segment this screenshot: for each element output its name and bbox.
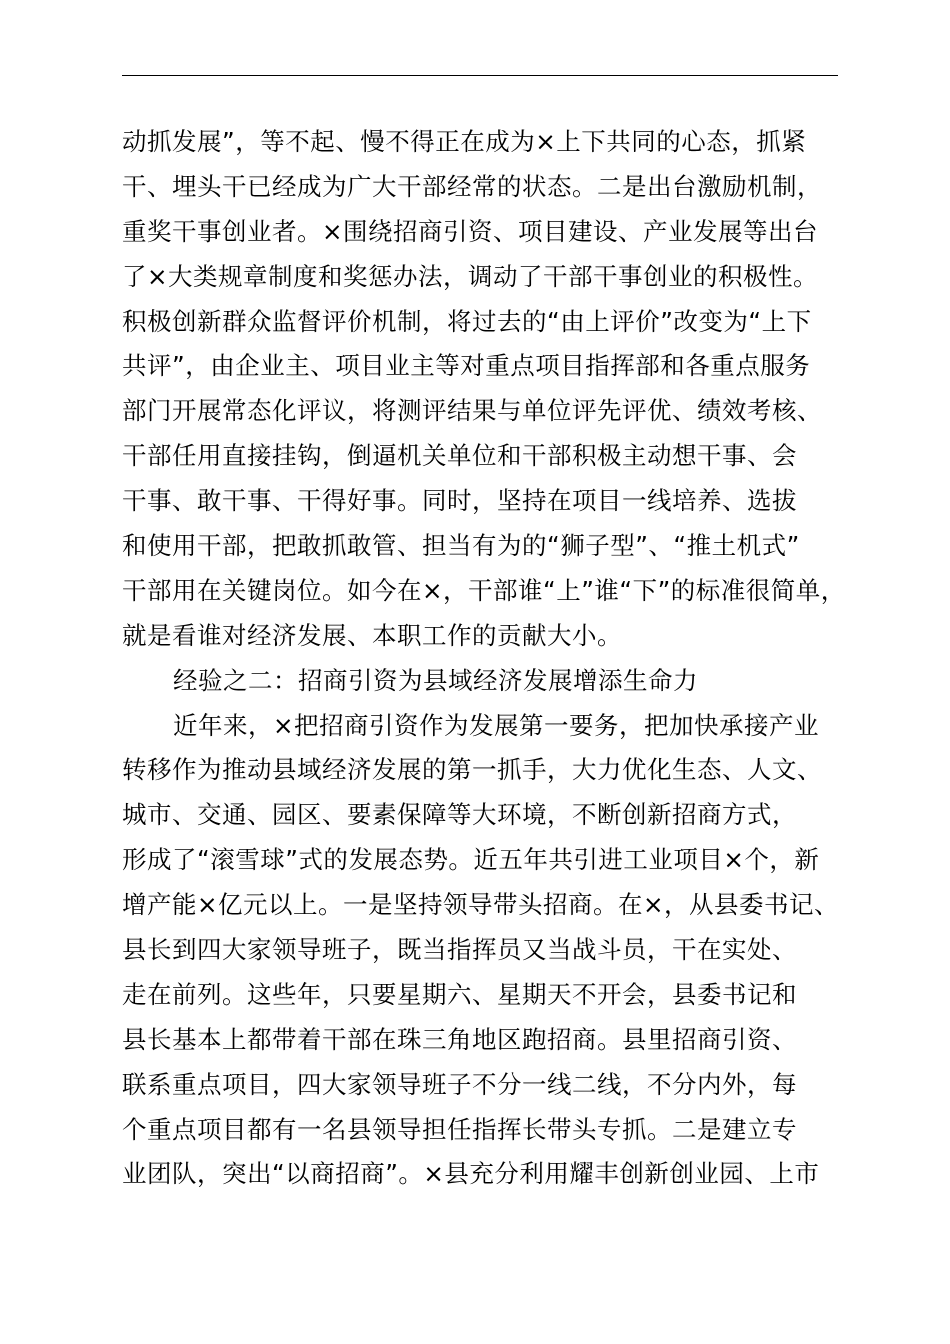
text-line: 和使用干部，把敢抓敢管、担当有为的“狮子型”、“推土机式” [122, 531, 800, 561]
paragraph-first-line: 近年来，×把招商引资作为发展第一要务，把加快承接产业 [173, 710, 820, 740]
text-line: 干部任用直接挂钩，倒逼机关单位和干部积极主动想干事、会 [122, 441, 797, 471]
text-line: 共评”，由企业主、项目业主等对重点项目指挥部和各重点服务 [122, 351, 811, 381]
text-line: 走在前列。这些年，只要星期六、星期天不开会，县委书记和 [122, 979, 797, 1009]
text-line: 形成了“滚雪球”式的发展态势。近五年共引进工业项目×个，新 [122, 845, 820, 875]
text-line: 重奖干事创业者。×围绕招商引资、项目建设、产业发展等出台 [122, 216, 819, 246]
text-line: 县长基本上都带着干部在珠三角地区跑招商。县里招商引资、 [122, 1024, 797, 1054]
text-line: 增产能×亿元以上。一是坚持领导带头招商。在×，从县委书记、 [122, 890, 840, 920]
text-line: 干、埋头干已经成为广大干部经常的状态。二是出台激励机制， [122, 171, 822, 201]
header-rule [122, 75, 838, 76]
text-line: 干事、敢干事、干得好事。同时，坚持在项目一线培养、选拔 [122, 486, 797, 516]
text-line: 转移作为推动县域经济发展的第一抓手，大力优化生态、人文、 [122, 755, 822, 785]
text-line: 干部用在关键岗位。如今在×，干部谁“上”谁“下”的标准很简单， [122, 575, 846, 605]
text-line: 部门开展常态化评议，将测评结果与单位评先评优、绩效考核、 [122, 396, 822, 426]
text-line: 城市、交通、园区、要素保障等大环境，不断创新招商方式， [122, 800, 797, 830]
text-line: 了×大类规章制度和奖惩办法，调动了干部干事创业的积极性。 [122, 261, 819, 291]
text-line: 就是看谁对经济发展、本职工作的贡献大小。 [122, 620, 622, 650]
text-line: 个重点项目都有一名县领导担任指挥长带头专抓。二是建立专 [122, 1114, 797, 1144]
text-line: 积极创新群众监督评价机制，将过去的“由上评价”改变为“上下 [122, 306, 812, 336]
text-line: 联系重点项目，四大家领导班子不分一线二线，不分内外，每 [122, 1069, 797, 1099]
body-text [122, 120, 846, 1197]
text-line: 县长到四大家领导班子，既当指挥员又当战斗员，干在实处、 [122, 935, 797, 965]
text-line: 业团队，突出“以商招商”。×县充分利用耀丰创新创业园、上市 [122, 1159, 820, 1189]
section-heading: 经验之二：招商引资为县域经济发展增添生命力 [173, 665, 698, 695]
text-line: 动抓发展”，等不起、慢不得正在成为×上下共同的心态，抓紧 [122, 127, 807, 156]
